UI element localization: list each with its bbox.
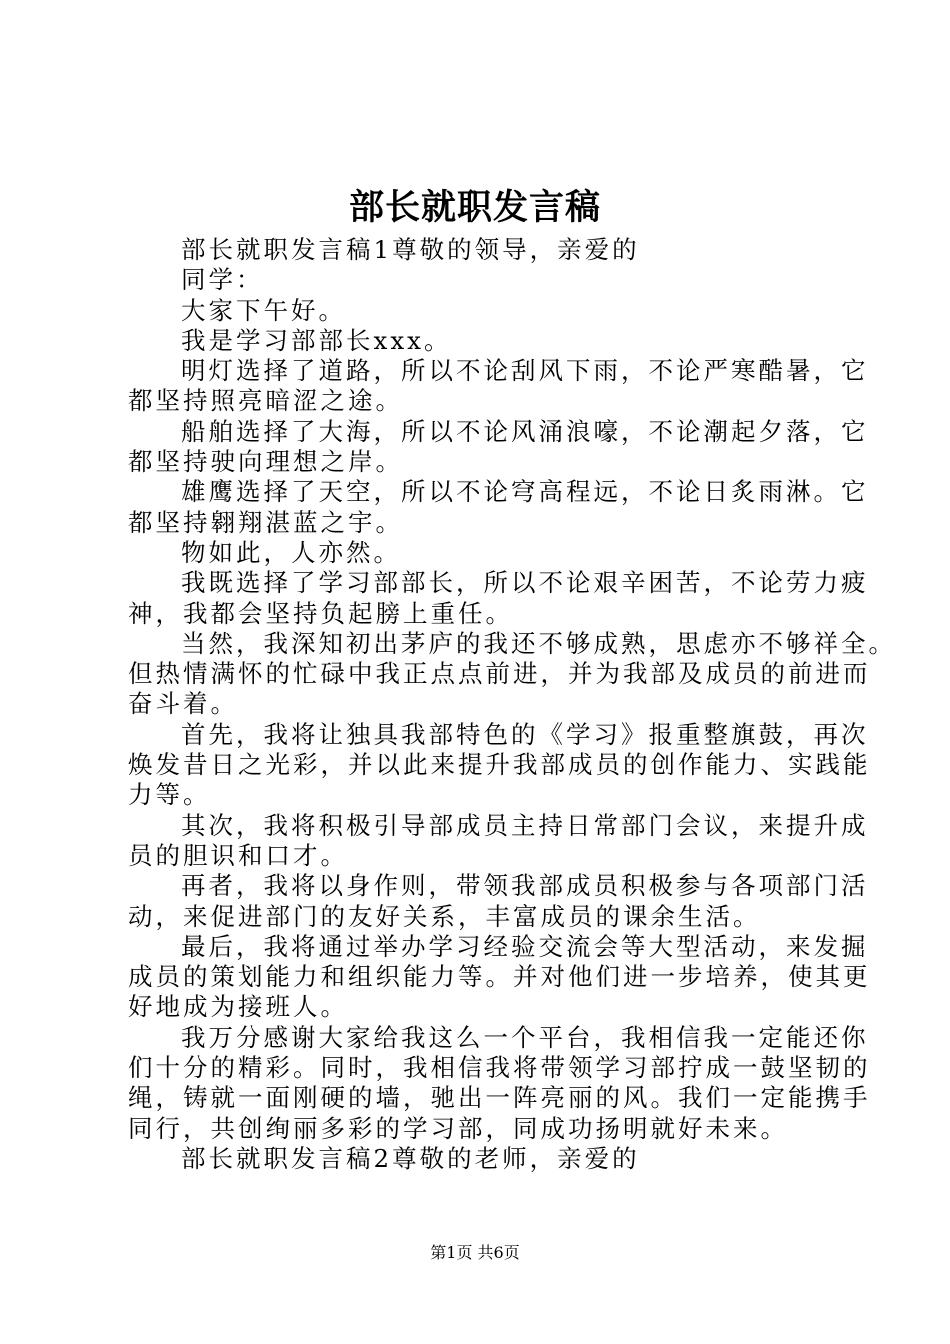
text-line: 明灯选择了道路，所以不论刮风下雨，不论严寒酷暑，它 [181,356,869,386]
text-line: 奋斗着。 [128,689,238,719]
text-line: 部长就职发言稿2尊敬的老师，亲爱的 [181,1143,640,1173]
text-line: 再者，我将以身作则，带领我部成员积极参与各项部门活 [181,871,869,901]
text-line: 同行，共创绚丽多彩的学习部，同成功扬明就好未来。 [128,1113,788,1143]
text-line: 绳，铸就一面刚硬的墙，驰出一阵亮丽的风。我们一定能携手 [128,1083,871,1113]
text-line: 员的胆识和口才。 [128,840,348,870]
text-line: 雄鹰选择了天空，所以不论穹高程远，不论日炙雨淋。它 [181,477,869,507]
text-line: 同学： [181,265,264,295]
text-line: 我万分感谢大家给我这么一个平台，我相信我一定能还你 [181,1022,869,1052]
text-line: 首先，我将让独具我部特色的《学习》报重整旗鼓，再次 [181,719,869,749]
text-line: 动，来促进部门的友好关系，丰富成员的课余生活。 [128,901,761,931]
text-line: 力等。 [128,780,211,810]
text-line: 都坚持翱翔湛蓝之宇。 [128,507,403,537]
document-title: 部长就职发言稿 [348,187,601,228]
text-line: 我既选择了学习部部长，所以不论艰辛困苦，不论劳力疲 [181,568,869,598]
text-line: 都坚持驶向理想之岸。 [128,447,403,477]
text-line: 们十分的精彩。同时，我相信我将带领学习部拧成一鼓坚韧的 [128,1053,871,1083]
text-line: 部长就职发言稿1尊敬的领导，亲爱的 [181,235,640,264]
text-line: 其次，我将积极引导部成员主持日常部门会议，来提升成 [181,810,869,840]
text-line: 焕发昔日之光彩，并以此来提升我部成员的创作能力、实践能 [128,750,871,780]
text-line: 好地成为接班人。 [128,992,348,1022]
document-body [128,235,896,1174]
text-line: 我是学习部部长xxx。 [181,325,452,355]
text-line: 当然，我深知初出茅庐的我还不够成熟，思虑亦不够祥全。 [181,628,896,658]
text-line: 都坚持照亮暗涩之途。 [128,386,403,416]
text-line: 成员的策划能力和组织能力等。并对他们进一步培养，使其更 [128,962,871,992]
text-line: 大家下午好。 [181,295,346,325]
text-line: 物如此，人亦然。 [181,537,401,567]
text-line: 最后，我将通过举办学习经验交流会等大型活动，来发掘 [181,931,869,961]
text-line: 但热情满怀的忙碌中我正点点前进，并为我部及成员的前进而 [128,659,871,689]
page-footer: 第1页 共6页 [430,1243,520,1262]
text-line: 船舶选择了大海，所以不论风涌浪嚎，不论潮起夕落，它 [181,416,869,446]
text-line: 神，我都会坚持负起膀上重任。 [128,598,513,628]
